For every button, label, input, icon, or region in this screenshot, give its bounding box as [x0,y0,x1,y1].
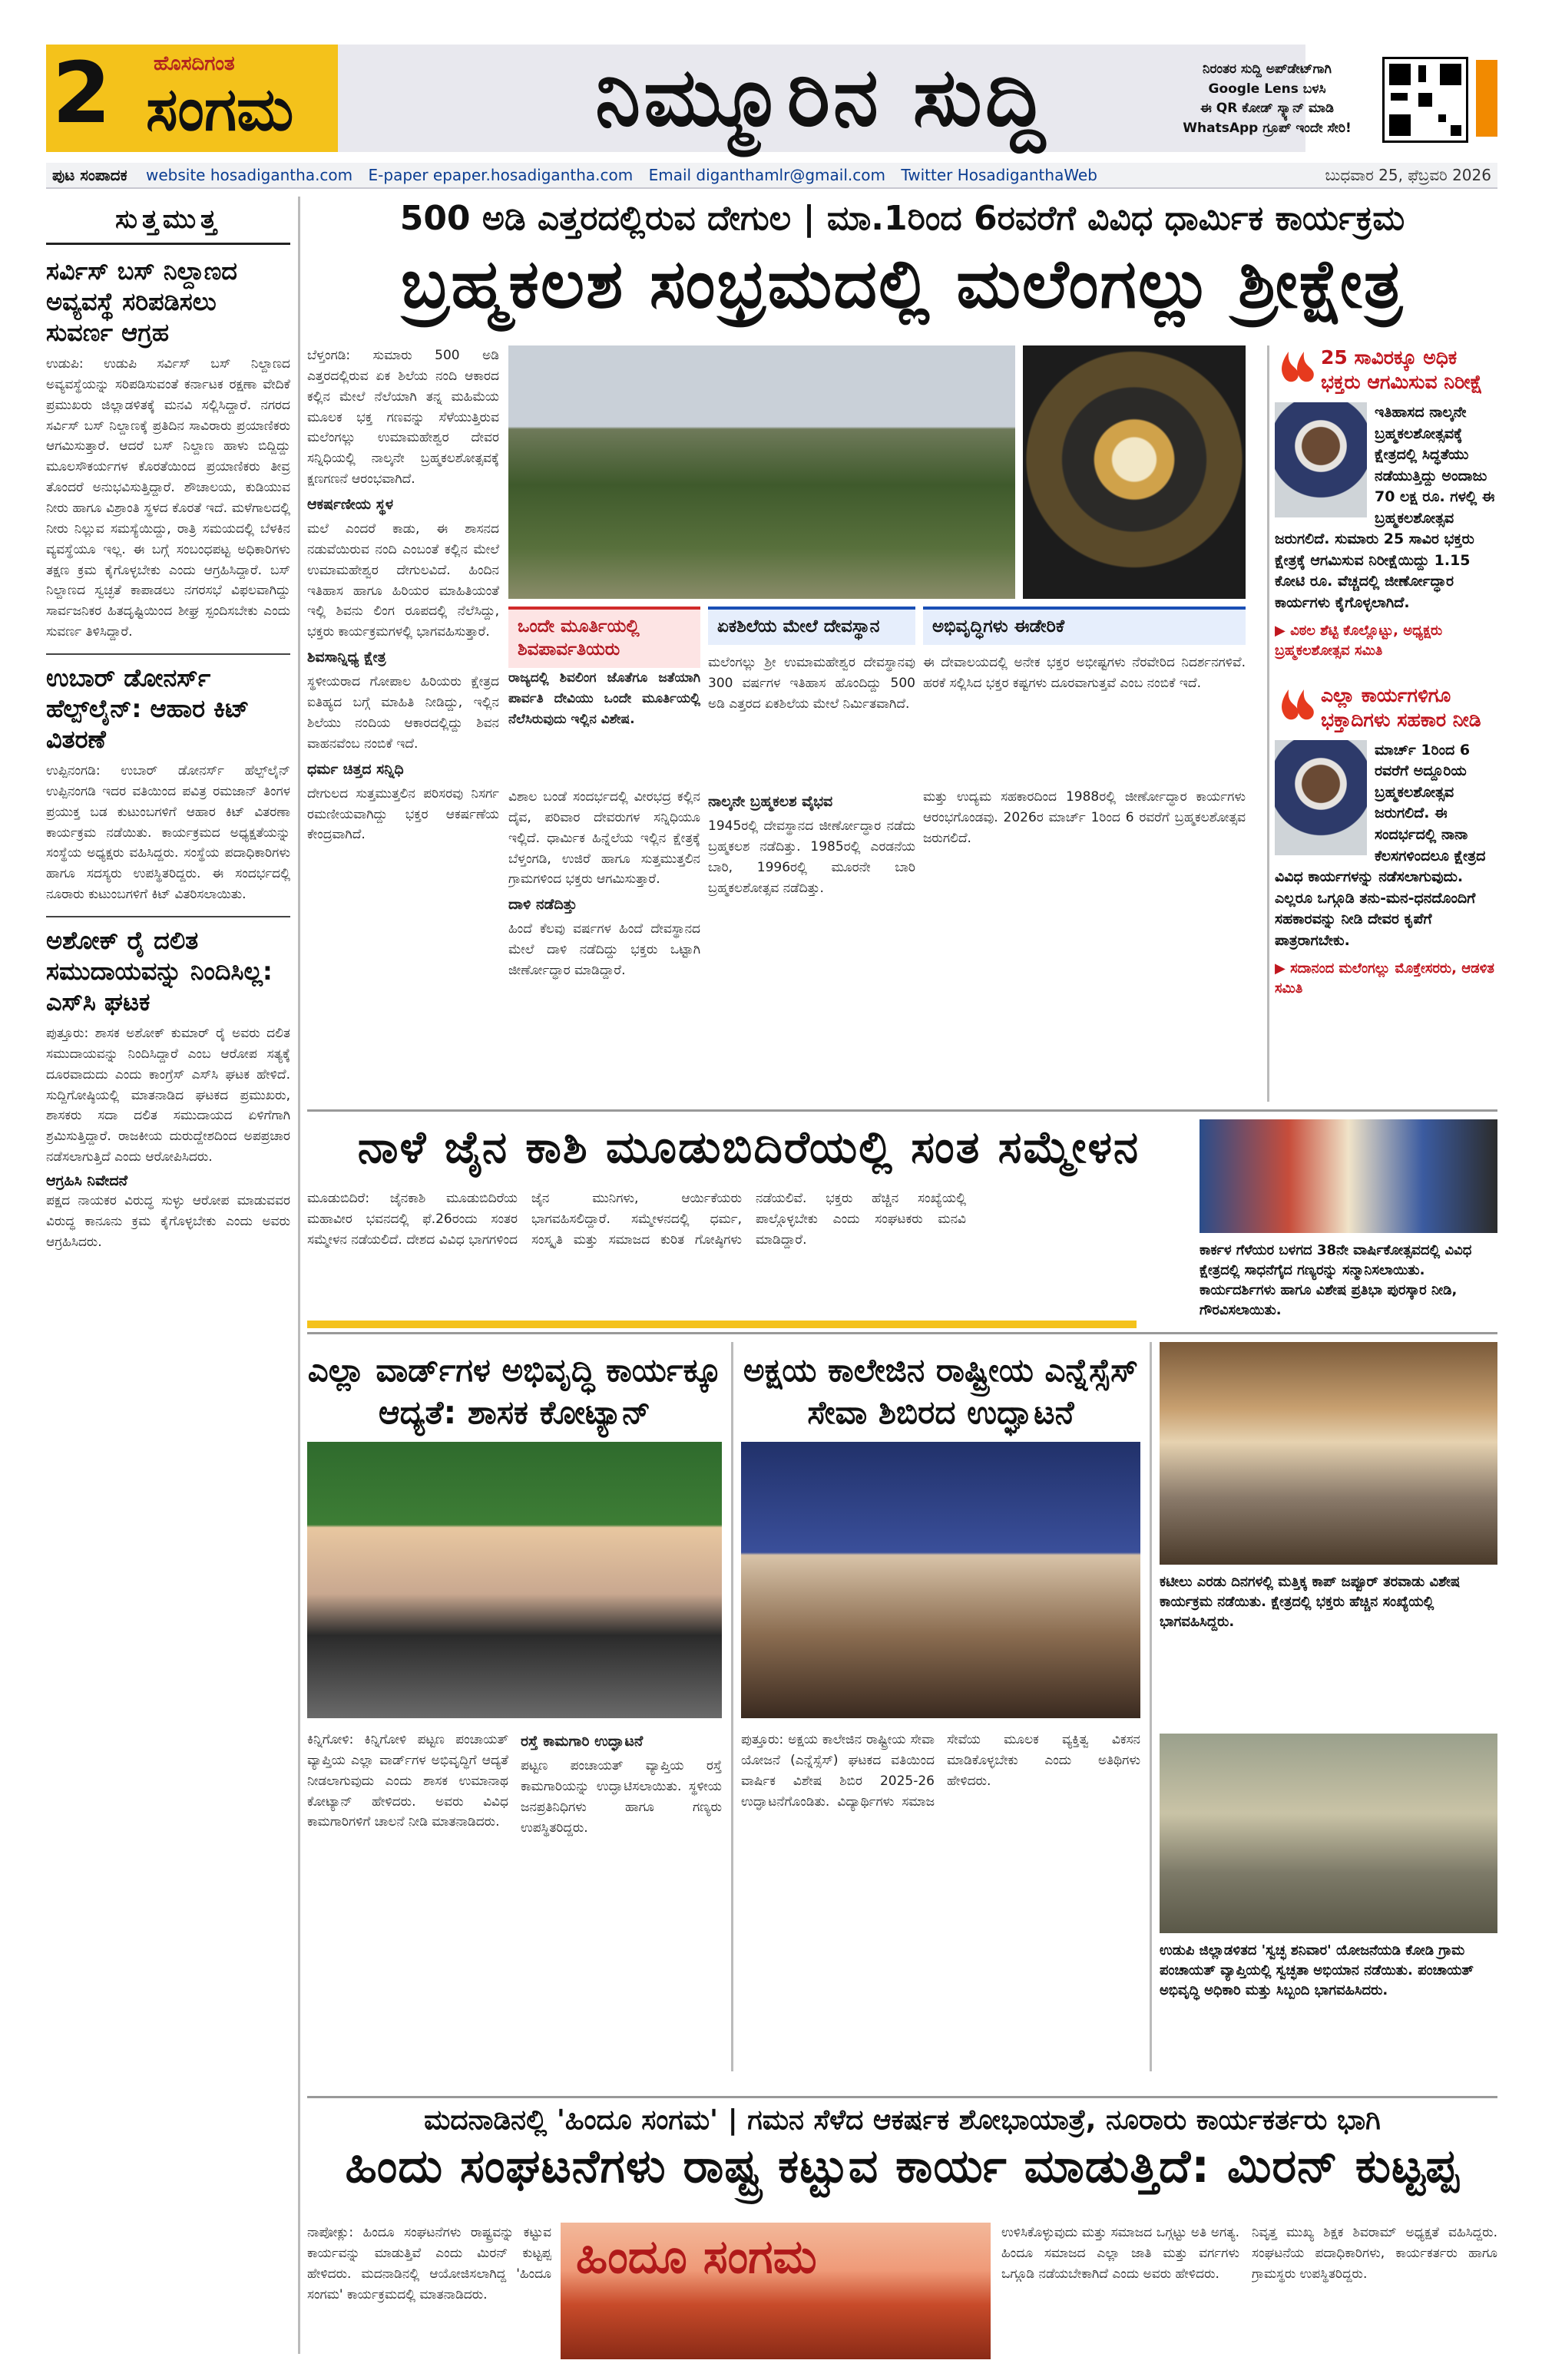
sidebar-headline [1275,345,1497,395]
deity-photo [1023,345,1246,599]
sidebar-body: ಮಾರ್ಚ್ 1ರಿಂದ 6 ರವರೆಗೆ ಅದ್ದೂರಿಯ ಬ್ರಹ್ಮಕಲಶೋತ್ಸವ ಜರುಗಲಿದೆ. ಈ ಸಂದರ್ಭದಲ್ಲಿ ನಾನಾ ಕೆಲಸಗಳಿಂದಲೂ ಕ್ಷೇತ್ರದ ವಿವಿಧ ಕಾರ್ಯಗಳನ್ನು ನಡೆಸಲಾಗುವುದು. ಎಲ್ಲರೂ ಒಗ್ಗೂಡಿ ತನು-ಮನ-ಧನದೊಂದಿಗೆ ಸಹಕಾರವನ್ನು ನೀಡಿ ದೇವರ ಕೃಪೆಗೆ ಪಾತ್ರರಾಗಬೇಕು. [1275,741,1486,949]
story-column [307,1730,722,2068]
contact-links [146,166,1267,184]
story-body: ವಿಶಾಲ ಬಂಡೆ ಸಂದರ್ಭದಲ್ಲಿ ವೀರಭದ್ರ ಕಲ್ಲಿನ ದೈವ, ಪರಿವಾರ ದೇವರುಗಳ ಸನ್ನಿಧಿಯೂ ಇಲ್ಲಿದೆ. ಧಾರ್ಮಿಕ ಹಿನ್ನೆಲೆಯ ಇಲ್ಲಿನ ಕ್ಷೇತ್ರಕ್ಕೆ ಬೆಳ್ತಂಗಡಿ, ಉಜಿರೆ ಹಾಗೂ ಸುತ್ತಮುತ್ತಲಿನ ಗ್ರಾಮಗಳಿಂದ ಭಕ್ತರು ಆಗಮಿಸುತ್ತಾರೆ. [508,789,700,888]
story-column [307,345,499,1152]
story-column [923,787,1246,1109]
local-news-block [307,1332,1497,2084]
story-body: ಪುತ್ತೂರು: ಶಾಸಕ ಅಶೋಕ್ ಕುಮಾರ್ ರೈ ಅವರು ದಲಿತ ಸಮುದಾಯವನ್ನು ನಿಂದಿಸಿದ್ದಾರೆ ಎಂಬ ಆರೋಪ ಸತ್ಯಕ್ಕೆ ದೂರವಾದುದು ಎಂದು ಕಾಂಗ್ರೆಸ್ ಎಸ್‌ಸಿ ಘಟಕ ಹೇಳಿದೆ. ಸುದ್ದಿಗೋಷ್ಠಿಯಲ್ಲಿ ಮಾತನಾಡಿದ ಘಟಕದ ಪ್ರಮುಖರು, ಶಾಸಕರು ಸದಾ ದಲಿತ ಸಮುದಾಯದ ಏಳಿಗೆಗಾಗಿ ಶ್ರಮಿಸುತ್ತಿದ್ದಾರೆ. ರಾಜಕೀಯ ದುರುದ್ದೇಶದಿಂದ ಅಪಪ್ರಚಾರ ನಡೆಸಲಾಗುತ್ತಿದೆ ಎಂದು ಆರೋಪಿಸಿದರು. [46,1026,290,1165]
info-box-head: ಏಕಶಿಲೆಯ ಮೇಲೆ ದೇವಸ್ಥಾನ [708,607,915,645]
story-body: ಉಪ್ಪಿನಂಗಡಿ: ಉಬಾರ್ ಡೋನರ್ಸ್ ಹೆಲ್ಪ್‌ಲೈನ್ ಉಪ್ಪಿನಂಗಡಿ ಇದರ ವತಿಯಿಂದ ಪವಿತ್ರ ರಮಜಾನ್ ತಿಂಗಳ ಪ್ರಯುಕ್ತ ಬಡ ಕುಟುಂಬಗಳಿಗೆ ಆಹಾರ ಕಿಟ್ ವಿತರಣಾ ಕಾರ್ಯಕ್ರಮ ನಡೆಯಿತು. ಕಾರ್ಯಕ್ರಮದ ಅಧ್ಯಕ್ಷತೆಯನ್ನು ಸಂಸ್ಥೆಯ ಅಧ್ಯಕ್ಷರು ವಹಿಸಿದ್ದರು. ಸಂಸ್ಥೆಯ ಪದಾಧಿಕಾರಿಗಳು ಹಾಗೂ ಸದಸ್ಯರು ಉಪಸ್ಥಿತರಿದ್ದರು. ಈ ಸಂದರ್ಭದಲ್ಲಿ ನೂರಾರು ಕುಟುಂಬಗಳಿಗೆ ಕಿಟ್ ವಿತರಿಸಲಾಯಿತು. [46,763,290,903]
promo-line: WhatsApp ಗ್ರೂಪ್ ಇಂದೇ ಸೇರಿ! [1183,120,1352,136]
sidebar-body: ಇತಿಹಾಸದ ನಾಲ್ಕನೇ ಬ್ರಹ್ಮಕಲಶೋತ್ಸವಕ್ಕೆ ಕ್ಷೇತ್ರದಲ್ಲಿ ಸಿದ್ಧತೆಯು ನಡೆಯುತ್ತಿದ್ದು ಅಂದಾಜು 70 ಲಕ್ಷ ರೂ. ಗಳಲ್ಲಿ ಈ ಬ್ರಹ್ಮಕಲಶೋತ್ಸವ ಜರುಗಲಿದೆ. ಸುಮಾರು 25 ಸಾವಿರ ಭಕ್ತರು ಕ್ಷೇತ್ರಕ್ಕೆ ಆಗಮಿಸುವ ನಿರೀಕ್ಷೆಯಿದ್ದು 1.15 ಕೋಟಿ ರೂ. ವೆಚ್ಚದಲ್ಲಿ ಜೀರ್ಣೋದ್ಧಾರ ಕಾರ್ಯಗಳು ಕೈಗೊಳ್ಳಲಾಗಿದೆ. [1275,404,1495,611]
story-subhead: ರಸ್ತೆ ಕಾಮಗಾರಿ ಉದ್ಘಾಟನೆ [521,1733,644,1750]
story-subhead: ದಾಳಿ ನಡೆದಿತ್ತು [508,896,577,914]
sidebar-headline-text: 25 ಸಾವಿರಕ್ಕೂ ಅಧಿಕ ಭಕ್ತರು ಆಗಮಿಸುವ ನಿರೀಕ್ಷೆ [1321,346,1483,393]
photo-caption: ಉಡುಪಿ ಜಿಲ್ಲಾಡಳಿತದ 'ಸ್ವಚ್ಛ ಶನಿವಾರ' ಯೋಜನೆಯಡಿ ಕೋಡಿ ಗ್ರಾಮ ಪಂಚಾಯತ್ ವ್ಯಾಪ್ತಿಯಲ್ಲಿ ಸ್ವಚ್ಛತಾ ಅಭಿಯಾನ ನಡೆಯಿತು. ಪಂಚಾಯತ್ ಅಭಿವೃದ್ಧಿ ಅಧಿಕಾರಿ ಮತ್ತು ಸಿಬ್ಬಂದಿ ಭಾಗವಹಿಸಿದರು. [1160,1942,1474,1999]
story-headline[interactable]: ಅಕ್ಷಯ ಕಾಲೇಜಿನ ರಾಷ್ಟ್ರೀಯ ಎನ್ನೆಸ್ಸೆಸ್ ಸೇವಾ ಶಿಬಿರದ ಉದ್ಘಾಟನೆ [743,1351,1139,1431]
story-subhead: ಧರ್ಮ ಚಿತ್ತದ ಸನ್ನಿಧಿ [307,760,404,778]
page-number: 2 [52,44,111,142]
quote-icon [1278,349,1315,388]
column-divider [731,1342,733,2071]
email-link[interactable]: Email diganthamlr@gmail.com [648,166,885,184]
page-editor-label: ಪುಟ ಸಂಪಾದಕ [52,166,127,184]
story-column [508,787,700,1109]
sidebar-attribution: ▶ ಸದಾನಂದ ಮಲೆಂಗಲ್ಲು ಮೊಕ್ತೇಸರರು, ಆಡಳಿತ ಸಮಿತಿ [1275,960,1494,997]
story-body: ಸ್ಥಳೀಯರಾದ ಗೋಪಾಲ ಹಿರಿಯರು ಕ್ಷೇತ್ರದ ಐತಿಹ್ಯದ ಬಗ್ಗೆ ಮಾಹಿತಿ ನೀಡಿದ್ದು, ಇಲ್ಲಿನ ಶಿಲೆಯು ನಂದಿಯ ಆಕಾರದಲ್ಲಿದ್ದು ಶಿವನ ವಾಹನವೆಂಬ ನಂಬಿಕೆ ಇದೆ. [307,674,499,752]
photo-caption: ಕಾರ್ಕಳ ಗೆಳೆಯರ ಬಳಗದ 38ನೇ ವಾರ್ಷಿಕೋತ್ಸವದಲ್ಲಿ ವಿವಿಧ ಕ್ಷೇತ್ರದಲ್ಲಿ ಸಾಧನೆಗೈದ ಗಣ್ಯರನ್ನು ಸನ್ಮಾನಿಸಲಾಯಿತು. ಕಾರ್ಯದರ್ಶಿಗಳು ಹಾಗೂ ವಿಶೇಷ ಪ್ರತಿಭಾ ಪುರಸ್ಕಾರ ನೀಡಿ, ಗೌರವಿಸಲಾಯಿತು. [1200,1242,1472,1319]
main-story-header [307,197,1497,322]
website-link[interactable]: website hosadigantha.com [146,166,353,184]
story-headline[interactable]: ಎಲ್ಲಾ ವಾರ್ಡ್‌ಗಳ ಅಭಿವೃದ್ಧಿ ಕಾರ್ಯಕ್ಕೂ ಆದ್ಯತೆ: ಶಾಸಕ ಕೋಟ್ಯಾನ್ [307,1351,722,1431]
banner-text: ಹಿಂದೂ ಸಂಗಮ [576,2230,817,2284]
story-body: 1945ರಲ್ಲಿ ದೇವಸ್ಥಾನದ ಜೀರ್ಣೋದ್ಧಾರ ನಡೆದು ಬ್ರಹ್ಮಕಲಶ ನಡೆದಿತ್ತು. 1985ರಲ್ಲಿ ಎರಡನೆಯ ಬಾರಿ, 1996ರಲ್ಲಿ ಮೂರನೇ ಬಾರಿ ಬ್ರಹ್ಮಕಲಶೋತ್ಸವ ನಡೆದಿತ್ತು. [708,818,915,896]
left-column [46,197,290,2354]
story-body: ಉಡುಪಿ: ಉಡುಪಿ ಸರ್ವಿಸ್ ಬಸ್ ನಿಲ್ದಾಣದ ಅವ್ಯವಸ್ಥೆಯನ್ನು ಸರಿಪಡಿಸುವಂತೆ ಕರ್ನಾಟಕ ರಕ್ಷಣಾ ವೇದಿಕೆ ಪ್ರಮುಖರು ಜಿಲ್ಲಾಡಳಿತಕ್ಕೆ ಮನವಿ ಸಲ್ಲಿಸಿದ್ದಾರೆ. ನಗರದ ಸರ್ವಿಸ್ ಬಸ್ ನಿಲ್ದಾಣಕ್ಕೆ ಪ್ರತಿದಿನ ಸಾವಿರಾರು ಪ್ರಯಾಣಿಕರು ಆಗಮಿಸುತ್ತಾರೆ. ಆದರೆ ಬಸ್ ನಿಲ್ದಾಣ ಹಾಳು ಬಿದ್ದಿದ್ದು ಮೂಲಸೌಕರ್ಯಗಳ ಕೊರತೆಯಿಂದ ಪ್ರಯಾಣಿಕರು ತೀವ್ರ ತೊಂದರೆ ಅನುಭವಿಸುತ್ತಿದ್ದಾರೆ. ಶೌಚಾಲಯ, ಕುಡಿಯುವ ನೀರು ಹಾಗೂ ವಿಶ್ರಾಂತಿ ಸ್ಥಳದ ಕೊರತೆ ಇದೆ. ಮಳೆಗಾಲದಲ್ಲಿ ನೀರು ನಿಲ್ಲುವ ಸಮಸ್ಯೆಯಿದ್ದು, ರಾತ್ರಿ ಸಮಯದಲ್ಲಿ ಬೆಳಕಿನ ವ್ಯವಸ್ಥೆಯೂ ಇಲ್ಲ. ಈ ಬಗ್ಗೆ ಸಂಬಂಧಪಟ್ಟ ಅಧಿಕಾರಿಗಳು ತಕ್ಷಣ ಕ್ರಮ ಕೈಗೊಳ್ಳಬೇಕು ಎಂದು ಆಗ್ರಹಿಸಿದ್ದಾರೆ. ಬಸ್ ನಿಲ್ದಾಣದ ಸ್ವಚ್ಛತೆ ಕಾಪಾಡಲು ನಗರಸಭೆ ವಿಫಲವಾಗಿದ್ದು ಸಾರ್ವಜನಿಕರ ಹಿತದೃಷ್ಟಿಯಿಂದ ಶೀಘ್ರ ಸ್ಪಂದಿಸಬೇಕು ಎಂದು ಸುವರ್ಣ ತಿಳಿಸಿದ್ದಾರೆ. [46,356,290,640]
portrait-photo [1275,740,1367,855]
epaper-link[interactable]: E-paper epaper.hosadigantha.com [368,166,634,184]
sidebar-headline [1275,683,1497,732]
quote-icon [1278,686,1315,726]
column-logo: ಸುತ್ತಮುತ್ತ [46,197,290,245]
story-body: ಪಕ್ಷದ ನಾಯಕರ ವಿರುದ್ಧ ಸುಳ್ಳು ಆರೋಪ ಮಾಡುವವರ ವಿರುದ್ಧ ಕಾನೂನು ಕ್ರಮ ಕೈಗೊಳ್ಳಬೇಕು ಎಂದು ಅವರು ಆಗ್ರಹಿಸಿದರು. [46,1193,290,1250]
story-subhead: ನಾಲ್ಕನೇ ಬ್ರಹ್ಮಕಲಶ ವೈಭವ [708,793,833,810]
story-body: ಮೂಡುಬಿದಿರೆ: ಜೈನಕಾಶಿ ಮೂಡುಬಿದಿರೆಯ ಮಹಾವೀರ ಭವನದಲ್ಲಿ ಫೆ.26ರಂದು ಸಂತರ ಸಮ್ಮೇಳನ ನಡೆಯಲಿದೆ. ದೇಶದ ವಿವಿಧ ಭಾಗಗಳಿಂದ ಜೈನ ಮುನಿಗಳು, ಆರ್ಯಿಕೆಯರು ಭಾಗವಹಿಸಲಿದ್ದಾರೆ. ಸಮ್ಮೇಳನದಲ್ಲಿ ಧರ್ಮ, ಸಂಸ್ಕೃತಿ ಮತ್ತು ಸಮಾಜದ ಕುರಿತ ಗೋಷ್ಠಿಗಳು ನಡೆಯಲಿವೆ. ಭಕ್ತರು ಹೆಚ್ಚಿನ ಸಂಖ್ಯೆಯಲ್ಲಿ ಪಾಲ್ಗೊಳ್ಳಬೇಕು ಎಂದು ಸಂಘಟಕರು ಮನವಿ ಮಾಡಿದ್ದಾರೆ. [307,1191,966,1248]
publish-date: ಬುಧವಾರ 25, ಫೆಬ್ರವರಿ 2026 [1325,166,1491,184]
main-headline[interactable]: ಬ್ರಹ್ಮಕಲಶ ಸಂಭ್ರಮದಲ್ಲಿ ಮಲೆಂಗಲ್ಲು ಶ್ರೀಕ್ಷೇತ್ರ [400,244,1405,324]
story-body: ನಿವೃತ್ತ ಮುಖ್ಯ ಶಿಕ್ಷಕ ಶಿವರಾಮ್ ಅಧ್ಯಕ್ಷತೆ ವಹಿಸಿದ್ದರು. ಸಂಘಟನೆಯ ಪದಾಧಿಕಾರಿಗಳು, ಕಾರ್ಯಕರ್ತರು ಹಾಗೂ ಗ್ರಾಮಸ್ಥರು ಉಪಸ್ಥಿತರಿದ್ದರು. [1252,2225,1497,2282]
story-headline[interactable]: ನಾಳೆ ಜೈನ ಕಾಶಿ ಮೂಡುಬಿದಿರೆಯಲ್ಲಿ ಸಂತ ಸಮ್ಮೇಳನ [357,1121,1140,1173]
main-kicker: 500 ಅಡಿ ಎತ್ತರದಲ್ಲಿರುವ ದೇಗುಲ | ಮಾ.1ರಿಂದ 6ರವರೆಗೆ ವಿವಿಧ ಧಾರ್ಮಿಕ ಕಾರ್ಯಕ್ರಮ [399,199,1405,238]
nss-camp-photo [741,1442,1140,1718]
story-headline[interactable]: ಅಶೋಕ್ ರೈ ದಲಿತ ಸಮುದಾಯವನ್ನು ನಿಂದಿಸಿಲ್ಲ: ಎಸ್‌ಸಿ ಘಟಕ [46,916,290,1017]
story-body: ಮತ್ತು ಉದ್ಯಮ ಸಹಕಾರದಿಂದ 1988ರಲ್ಲಿ ಜೀರ್ಣೋದ್ಧಾರ ಕಾರ್ಯಗಳು ಆರಂಭಗೊಂಡವು. 2026ರ ಮಾರ್ಚ್ 1ರಿಂದ 6 ರವರೆಗೆ ಬ್ರಹ್ಮಕಲಶೋತ್ಸವ ಜರುಗಲಿದೆ. [923,789,1246,846]
story-body: ಮಲೆ ಎಂದರೆ ಕಾಡು, ಈ ಶಾಸನದ ನಡುವೆಯಿರುವ ನಂದಿ ಎಂಬಂತೆ ಕಲ್ಲಿನ ಮೇಲೆ ಉಮಾಮಹೇಶ್ವರ ದೇಗುಲವಿದೆ. ಹಿಂದಿನ ಇತಿಹಾಸ ಹಾಗೂ ಹಿರಿಯರ ಮಾಹಿತಿಯಂತೆ ಇಲ್ಲಿ ಶಿವನು ಲಿಂಗ ರೂಪದಲ್ಲಿ ನೆಲೆಸಿದ್ದು, ಭಕ್ತರು ಕಾರ್ಯಕ್ರಮಗಳಲ್ಲಿ ಭಾಗವಹಿಸುತ್ತಾರೆ. [307,521,499,640]
cleanliness-drive-photo [1160,1734,1497,1933]
paper-name: ಹೊಸದಿಗಂತ [154,52,235,75]
story-body: ಹಿಂದೆ ಕೆಲವು ವರ್ಷಗಳ ಹಿಂದೆ ದೇವಸ್ಥಾನದ ಮೇಲೆ ದಾಳಿ ನಡೆದಿದ್ದು ಭಕ್ತರು ಒಟ್ಟಾಗಿ ಜೀರ್ಣೋದ್ಧಾರ ಮಾಡಿದ್ದಾರೆ. [508,921,700,979]
column-divider [1150,1342,1152,2071]
story-subhead: ಆಕರ್ಷಣೀಯ ಸ್ಥಳ [307,496,394,514]
festival-crowd-photo [1160,1342,1497,1565]
twitter-link[interactable]: Twitter HosadiganthaWeb [901,166,1097,184]
main-sidebar [1275,345,1497,1155]
story-subhead: ಆಗ್ರಹಿಸಿ ನಿವೇದನೆ [46,1172,127,1190]
story-kicker: ಮದನಾಡಿನಲ್ಲಿ 'ಹಿಂದೂ ಸಂಗಮ' | ಗಮನ ಸೆಳೆದ ಆಕರ್ಷಕ ಶೋಭಾಯಾತ್ರೆ, ನೂರಾರು ಕಾರ್ಯಕರ್ತರು ಭಾಗಿ [424,2104,1381,2136]
jain-conference-story [307,1109,1497,1324]
sidebar-headline-text: ಎಲ್ಲಾ ಕಾರ್ಯಗಳಿಗೂ ಭಕ್ತಾದಿಗಳು ಸಹಕಾರ ನೀಡಿ [1321,683,1481,731]
page-title: ನಿಮ್ಮೂರಿನ ಸುದ್ದಿ [595,50,1048,144]
orange-accent [1476,60,1497,137]
section-name: ಸಂಗಮ [146,75,294,144]
info-box-body: ಮಲೆಂಗಲ್ಲು ಶ್ರೀ ಉಮಾಮಹೇಶ್ವರ ದೇವಸ್ಥಾನವು 300 ವರ್ಷಗಳ ಇತಿಹಾಸ ಹೊಂದಿದ್ದು 500 ಅಡಿ ಎತ್ತರದ ಏಕಶಿಲೆಯ ಮೇಲೆ ನಿರ್ಮಿತವಾಗಿದೆ. [708,655,915,712]
promo-line: ನಿರಂತರ ಸುದ್ದಿ ಅಪ್‌ಡೇಟ್‌ಗಾಗಿ [1203,61,1332,77]
event-stage-photo [561,2223,991,2359]
story-headline[interactable]: ಹಿಂದು ಸಂಘಟನೆಗಳು ರಾಷ್ಟ್ರ ಕಟ್ಟುವ ಕಾರ್ಯ ಮಾಡುತ್ತಿದೆ: ಮಿರನ್ ಕುಟ್ಟಪ್ಪ [345,2140,1460,2193]
story-column [708,787,915,1109]
info-bar [46,163,1497,189]
promo-line: ಈ QR ಕೋಡ್ ಸ್ಕ್ಯಾನ್ ಮಾಡಿ [1200,101,1334,116]
story-headline[interactable]: ಸರ್ವಿಸ್ ಬಸ್ ನಿಲ್ದಾಣದ ಅವ್ಯವಸ್ಥೆ ಸರಿಪಡಿಸಲು ಸುವರ್ಣ ಆಗ್ರಹ [46,256,237,347]
story-body: ಉಳಿಸಿಕೊಳ್ಳುವುದು ಮತ್ತು ಸಮಾಜದ ಒಗ್ಗಟ್ಟು ಅತಿ ಅಗತ್ಯ. ಹಿಂದೂ ಸಮಾಜದ ಎಲ್ಲಾ ಜಾತಿ ಮತ್ತು ವರ್ಗಗಳು ಒಗ್ಗೂಡಿ ನಡೆಯಬೇಕಾಗಿದೆ ಎಂದು ಅವರು ಹೇಳಿದರು. [1001,2225,1239,2282]
page-number-block [46,45,338,152]
story-body: ಕಿನ್ನಿಗೋಳಿ: ಕಿನ್ನಿಗೋಳಿ ಪಟ್ಟಣ ಪಂಚಾಯತ್ ವ್ಯಾಪ್ತಿಯ ಎಲ್ಲಾ ವಾರ್ಡ್‌ಗಳ ಅಭಿವೃದ್ಧಿಗೆ ಆದ್ಯತೆ ನೀಡಲಾಗುವುದು ಎಂದು ಶಾಸಕ ಉಮಾನಾಥ ಕೋಟ್ಯಾನ್ ಹೇಳಿದರು. ಅವರು ವಿವಿಧ ಕಾಮಗಾರಿಗಳಿಗೆ ಚಾಲನೆ ನೀಡಿ ಮಾತನಾಡಿದರು. [307,1732,508,1830]
photo-caption: ಕಟೀಲು ಎರಡು ದಿನಗಳಲ್ಲಿ ಮತ್ತಿಕ್ಕ ಕಾಪ್ ಜಪ್ಪೂರ್ ತರವಾಡು ವಿಶೇಷ ಕಾರ್ಯಕ್ರಮ ನಡೆಯಿತು. ಕ್ಷೇತ್ರದಲ್ಲಿ ಭಕ್ತರು ಹೆಚ್ಚಿನ ಸಂಖ್ಯೆಯಲ್ಲಿ ಭಾಗವಹಿಸಿದ್ದರು. [1160,1574,1461,1631]
ribbon-cutting-photo [307,1442,722,1718]
promo-line: Google Lens ಬಳಸಿ [1208,81,1326,97]
story-body: ದೇಗುಲದ ಸುತ್ತಮುತ್ತಲಿನ ಪರಿಸರವು ನಿಸರ್ಗ ರಮಣೀಯವಾಗಿದ್ದು ಭಕ್ತರ ಆಕರ್ಷಣೆಯ ಕೇಂದ್ರವಾಗಿದೆ. [307,785,499,843]
story-body: ಪುತ್ತೂರು: ಅಕ್ಷಯ ಕಾಲೇಜಿನ ರಾಷ್ಟ್ರೀಯ ಸೇವಾ ಯೋಜನೆ (ಎನ್ನೆಸ್ಸೆಸ್) ಘಟಕದ ವತಿಯಿಂದ ವಾರ್ಷಿಕ ವಿಶೇಷ ಶಿಬಿರ 2025-26 ಉದ್ಘಾಟನೆಗೊಂಡಿತು. ವಿದ್ಯಾರ್ಥಿಗಳು ಸಮಾಜ ಸೇವೆಯ ಮೂಲಕ ವ್ಯಕ್ತಿತ್ವ ವಿಕಸನ ಮಾಡಿಕೊಳ್ಳಬೇಕು ಎಂದು ಅತಿಥಿಗಳು ಹೇಳಿದರು. [741,1732,1140,1810]
story-subhead: ಶಿವಸಾನ್ನಿಧ್ಯ ಕ್ಷೇತ್ರ [307,649,386,666]
story-body: ನಾಪೋಕ್ಲು: ಹಿಂದೂ ಸಂಘಟನೆಗಳು ರಾಷ್ಟ್ರವನ್ನು ಕಟ್ಟುವ ಕಾರ್ಯವನ್ನು ಮಾಡುತ್ತಿವೆ ಎಂದು ಮಿರನ್ ಕುಟ್ಟಪ್ಪ ಹೇಳಿದರು. ಮದನಾಡಿನಲ್ಲಿ ಆಯೋಜಿಸಲಾಗಿದ್ದ 'ಹಿಂದೂ ಸಂಗಮ' ಕಾರ್ಯಕ್ರಮದಲ್ಲಿ ಮಾತನಾಡಿದರು. [307,2225,551,2302]
hindu-sangama-story [307,2096,1497,2357]
sidebar-attribution: ▶ ವಿಠಲ ಶೆಟ್ಟಿ ಕೊಲ್ಲೊಟ್ಟು, ಅಧ್ಯಕ್ಷರು ಬ್ರಹ್ಮಕಲಶೋತ್ಸವ ಸಮಿತಿ [1275,623,1443,659]
info-box-body: ರಾಜ್ಯದಲ್ಲಿ ಶಿವಲಿಂಗ ಜೊತೆಗೂ ಜತೆಯಾಗಿ ಪಾರ್ವತಿ ದೇವಿಯು ಒಂದೇ ಮೂರ್ತಿಯಲ್ಲಿ ನೆಲೆಸಿರುವುದು ಇಲ್ಲಿನ ವಿಶೇಷ. [508,670,700,727]
info-box-head: ಒಂದೇ ಮೂರ್ತಿಯಲ್ಲಿ ಶಿವಪಾರ್ವತಿಯರು [508,607,700,668]
portrait-photo [1275,402,1367,517]
info-box-body: ಈ ದೇವಾಲಯದಲ್ಲಿ ಅನೇಕ ಭಕ್ತರ ಅಭೀಷ್ಟಗಳು ನೆರವೇರಿದ ನಿದರ್ಶನಗಳಿವೆ. ಹರಕೆ ಸಲ್ಲಿಸಿದ ಭಕ್ತರ ಕಷ್ಟಗಳು ದೂರವಾಗುತ್ತವೆ ಎಂಬ ನಂಬಿಕೆ ಇದೆ. [923,655,1246,691]
section-accent-bar [307,1321,1137,1328]
column-divider [298,197,300,2354]
felicitation-photo [1200,1119,1497,1233]
sidebar-divider [1267,345,1269,1102]
masthead [46,45,1497,152]
whatsapp-promo [1160,60,1375,138]
qr-code[interactable] [1382,57,1468,143]
story-headline[interactable]: ಉಬಾರ್ ಡೋನರ್ಸ್ ಹೆಲ್ಪ್‌ಲೈನ್: ಆಹಾರ ಕಿಟ್ ವಿತರಣೆ [46,653,290,755]
info-box-head: ಅಭಿವೃದ್ಧಿಗಳು ಈಡೇರಿಕೆ [923,607,1246,645]
story-body: ಬೆಳ್ತಂಗಡಿ: ಸುಮಾರು 500 ಅಡಿ ಎತ್ತರದಲ್ಲಿರುವ ಏಕ ಶಿಲೆಯ ನಂದಿ ಆಕಾರದ ಕಲ್ಲಿನ ಮೇಲೆ ನೆಲೆಯಾಗಿ ತನ್ನ ಮಹಿಮೆಯ ಮೂಲಕ ಭಕ್ತ ಗಣವನ್ನು ಸೆಳೆಯುತ್ತಿರುವ ಮಲೆಂಗಲ್ಲು ಉಮಾಮಹೇಶ್ವರ ದೇವರ ಸನ್ನಿಧಿಯಲ್ಲಿ ನಾಲ್ಕನೇ ಬ್ರಹ್ಮಕಲಶೋತ್ಸವಕ್ಕೆ ಕ್ಷಣಗಣನೆ ಆರಂಭವಾಗಿದೆ. [307,348,499,488]
story-body: ಪಟ್ಟಣ ಪಂಚಾಯತ್ ವ್ಯಾಪ್ತಿಯ ರಸ್ತೆ ಕಾಮಗಾರಿಯನ್ನು ಉದ್ಘಾಟಿಸಲಾಯಿತು. ಸ್ಥಳೀಯ ಜನಪ್ರತಿನಿಧಿಗಳು ಹಾಗೂ ಗಣ್ಯರು ಉಪಸ್ಥಿತರಿದ್ದರು. [521,1758,722,1836]
hill-photo [508,345,1015,599]
